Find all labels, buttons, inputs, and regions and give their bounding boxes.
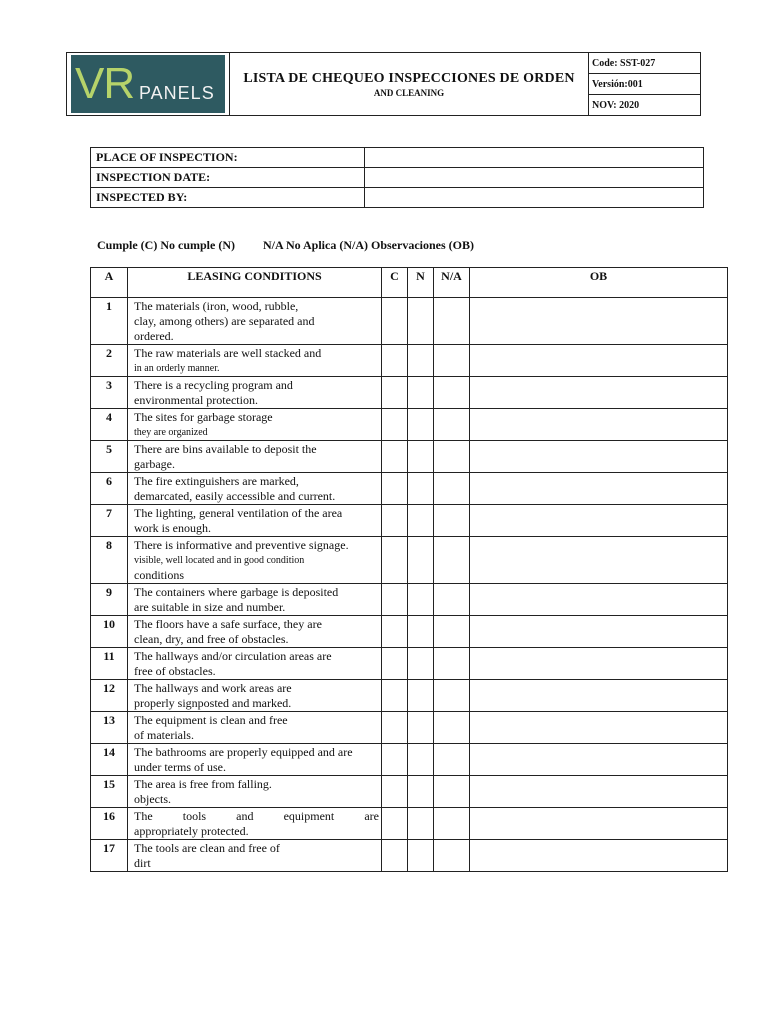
inspected-by-field[interactable] xyxy=(365,188,704,208)
no-cumple-cell[interactable] xyxy=(408,808,434,840)
cumple-cell[interactable] xyxy=(382,298,408,345)
condition-text xyxy=(128,345,382,377)
cumple-cell[interactable] xyxy=(382,584,408,616)
no-cumple-cell[interactable] xyxy=(408,584,434,616)
cumple-cell[interactable] xyxy=(382,409,408,441)
no-cumple-cell[interactable] xyxy=(408,680,434,712)
no-aplica-cell[interactable] xyxy=(434,744,470,776)
condition-line: The area is free from falling. xyxy=(134,777,272,791)
condition-text xyxy=(128,744,382,776)
checklist-row xyxy=(91,345,728,377)
condition-line: ordered. xyxy=(134,329,174,343)
document-version: Versión:001 xyxy=(589,74,701,95)
no-cumple-cell[interactable] xyxy=(408,616,434,648)
condition-line: The floors have a safe surface, they are xyxy=(134,617,322,631)
observaciones-cell[interactable] xyxy=(470,840,728,872)
condition-text xyxy=(128,505,382,537)
observaciones-cell[interactable] xyxy=(470,473,728,505)
condition-line: dirt xyxy=(134,856,151,870)
condition-line: in an orderly manner. xyxy=(134,363,220,374)
observaciones-cell[interactable] xyxy=(470,808,728,840)
cumple-cell[interactable] xyxy=(382,345,408,377)
checklist-row xyxy=(91,648,728,680)
item-number: 12 xyxy=(91,680,128,712)
observaciones-cell[interactable] xyxy=(470,345,728,377)
condition-text xyxy=(128,840,382,872)
condition-line: The hallways and/or circulation areas are xyxy=(134,649,332,663)
legend-not-applicable: N/A No Aplica (N/A) Observaciones (OB) xyxy=(262,238,474,252)
item-number: 6 xyxy=(91,473,128,505)
logo-cell xyxy=(67,53,230,116)
no-cumple-cell[interactable] xyxy=(408,744,434,776)
condition-line: There are bins available to deposit the xyxy=(134,442,317,456)
observaciones-cell[interactable] xyxy=(470,377,728,409)
condition-line: The tools and equipment are xyxy=(134,809,379,823)
condition-text xyxy=(128,298,382,345)
condition-line: conditions xyxy=(134,568,184,582)
logo-panels-text: PANELS xyxy=(139,83,215,103)
condition-line: The tools are clean and free of xyxy=(134,841,280,855)
no-aplica-cell[interactable] xyxy=(434,409,470,441)
place-of-inspection-label: PLACE OF INSPECTION: xyxy=(91,148,365,168)
checklist-row xyxy=(91,680,728,712)
no-aplica-cell[interactable] xyxy=(434,840,470,872)
document-date: NOV: 2020 xyxy=(589,95,701,116)
column-header-c: C xyxy=(382,268,408,298)
item-number: 17 xyxy=(91,840,128,872)
condition-text xyxy=(128,712,382,744)
no-cumple-cell[interactable] xyxy=(408,505,434,537)
condition-line: The materials (iron, wood, rubble, xyxy=(134,299,299,313)
condition-text xyxy=(128,441,382,473)
no-aplica-cell[interactable] xyxy=(434,298,470,345)
condition-line: visible, well located and in good condition xyxy=(134,555,305,566)
no-aplica-cell[interactable] xyxy=(434,616,470,648)
condition-line: The fire extinguishers are marked, xyxy=(134,474,299,488)
checklist-row xyxy=(91,776,728,808)
condition-text xyxy=(128,776,382,808)
item-number: 13 xyxy=(91,712,128,744)
condition-line: clay, among others) are separated and xyxy=(134,314,315,328)
no-aplica-cell[interactable] xyxy=(434,473,470,505)
item-number: 7 xyxy=(91,505,128,537)
condition-text xyxy=(128,584,382,616)
checklist-row xyxy=(91,744,728,776)
no-aplica-cell[interactable] xyxy=(434,505,470,537)
cumple-cell[interactable] xyxy=(382,648,408,680)
item-number: 9 xyxy=(91,584,128,616)
item-number: 8 xyxy=(91,537,128,584)
observaciones-cell[interactable] xyxy=(470,744,728,776)
cumple-cell[interactable] xyxy=(382,377,408,409)
cumple-cell[interactable] xyxy=(382,473,408,505)
checklist-row xyxy=(91,712,728,744)
condition-text xyxy=(128,473,382,505)
cumple-cell[interactable] xyxy=(382,712,408,744)
condition-line: properly signposted and marked. xyxy=(134,696,292,710)
condition-line: appropriately protected. xyxy=(134,824,249,838)
no-cumple-cell[interactable] xyxy=(408,712,434,744)
cumple-cell[interactable] xyxy=(382,680,408,712)
observaciones-cell[interactable] xyxy=(470,776,728,808)
condition-line: The hallways and work areas are xyxy=(134,681,292,695)
condition-line: The containers where garbage is deposited xyxy=(134,585,339,599)
observaciones-cell[interactable] xyxy=(470,298,728,345)
checklist-row xyxy=(91,537,728,584)
condition-text xyxy=(128,680,382,712)
document-code: Code: SST-027 xyxy=(589,53,701,74)
inspection-date-label: INSPECTION DATE: xyxy=(91,168,365,188)
item-number: 1 xyxy=(91,298,128,345)
checklist-table xyxy=(90,267,728,872)
checklist-row xyxy=(91,441,728,473)
item-number: 14 xyxy=(91,744,128,776)
checklist-row xyxy=(91,840,728,872)
observaciones-cell[interactable] xyxy=(470,616,728,648)
checklist-row xyxy=(91,409,728,441)
inspection-info-table xyxy=(90,147,704,208)
column-header-ob: OB xyxy=(470,268,728,298)
title-cell xyxy=(230,53,589,116)
item-number: 5 xyxy=(91,441,128,473)
item-number: 10 xyxy=(91,616,128,648)
logo-vr-text: VR xyxy=(75,59,135,108)
item-number: 4 xyxy=(91,409,128,441)
condition-line: environmental protection. xyxy=(134,393,258,407)
checklist-row xyxy=(91,298,728,345)
condition-line: The sites for garbage storage xyxy=(134,410,273,424)
document-subtitle: AND CLEANING xyxy=(373,87,445,98)
checklist-row xyxy=(91,584,728,616)
condition-line: work is enough. xyxy=(134,521,211,535)
column-header-n: N xyxy=(408,268,434,298)
condition-line: demarcated, easily accessible and current. xyxy=(134,489,336,503)
observaciones-cell[interactable] xyxy=(470,584,728,616)
condition-line: The raw materials are well stacked and xyxy=(134,346,322,360)
checklist-header-row xyxy=(91,268,728,298)
company-logo xyxy=(71,55,225,113)
no-cumple-cell[interactable] xyxy=(408,776,434,808)
condition-text xyxy=(128,377,382,409)
document-header xyxy=(66,52,701,116)
condition-line: objects. xyxy=(134,792,171,806)
checklist-row xyxy=(91,377,728,409)
condition-line: of materials. xyxy=(134,728,194,742)
item-number: 3 xyxy=(91,377,128,409)
no-cumple-cell[interactable] xyxy=(408,840,434,872)
condition-line: free of obstacles. xyxy=(134,664,216,678)
legend xyxy=(97,238,474,253)
condition-text xyxy=(128,808,382,840)
cumple-cell[interactable] xyxy=(382,441,408,473)
no-aplica-cell[interactable] xyxy=(434,584,470,616)
cumple-cell[interactable] xyxy=(382,616,408,648)
no-aplica-cell[interactable] xyxy=(434,808,470,840)
condition-line: There is informative and preventive signage. xyxy=(134,538,349,552)
observaciones-cell[interactable] xyxy=(470,537,728,584)
no-cumple-cell[interactable] xyxy=(408,648,434,680)
no-cumple-cell[interactable] xyxy=(408,441,434,473)
no-aplica-cell[interactable] xyxy=(434,712,470,744)
condition-text xyxy=(128,409,382,441)
no-aplica-cell[interactable] xyxy=(434,537,470,584)
item-number: 2 xyxy=(91,345,128,377)
condition-line: The bathrooms are properly equipped and are xyxy=(134,745,353,759)
no-aplica-cell[interactable] xyxy=(434,345,470,377)
no-aplica-cell[interactable] xyxy=(434,776,470,808)
checklist-row xyxy=(91,616,728,648)
condition-line: they are organized xyxy=(134,427,208,438)
no-aplica-cell[interactable] xyxy=(434,680,470,712)
condition-line: The equipment is clean and free xyxy=(134,713,288,727)
column-header-a: A xyxy=(91,268,128,298)
no-aplica-cell[interactable] xyxy=(434,441,470,473)
condition-line: There is a recycling program and xyxy=(134,378,293,392)
no-aplica-cell[interactable] xyxy=(434,648,470,680)
condition-line: are suitable in size and number. xyxy=(134,600,286,614)
observaciones-cell[interactable] xyxy=(470,505,728,537)
inspection-date-field[interactable] xyxy=(365,168,704,188)
document-title: LISTA DE CHEQUEO INSPECCIONES DE ORDEN xyxy=(243,70,575,86)
no-cumple-cell[interactable] xyxy=(408,409,434,441)
legend-compliance: Cumple (C) No cumple (N) xyxy=(97,238,235,252)
condition-line: clean, dry, and free of obstacles. xyxy=(134,632,289,646)
condition-text xyxy=(128,616,382,648)
condition-text xyxy=(128,537,382,584)
observaciones-cell[interactable] xyxy=(470,712,728,744)
item-number: 16 xyxy=(91,808,128,840)
condition-text xyxy=(128,648,382,680)
checklist-row xyxy=(91,473,728,505)
no-cumple-cell[interactable] xyxy=(408,345,434,377)
column-header-conditions: LEASING CONDITIONS xyxy=(128,268,382,298)
cumple-cell[interactable] xyxy=(382,744,408,776)
item-number: 15 xyxy=(91,776,128,808)
no-cumple-cell[interactable] xyxy=(408,473,434,505)
checklist-row xyxy=(91,808,728,840)
no-aplica-cell[interactable] xyxy=(434,377,470,409)
no-cumple-cell[interactable] xyxy=(408,298,434,345)
condition-line: The lighting, general ventilation of the area xyxy=(134,506,343,520)
no-cumple-cell[interactable] xyxy=(408,537,434,584)
cumple-cell[interactable] xyxy=(382,808,408,840)
condition-line: under terms of use. xyxy=(134,760,226,774)
observaciones-cell[interactable] xyxy=(470,680,728,712)
cumple-cell[interactable] xyxy=(382,840,408,872)
condition-line: garbage. xyxy=(134,457,175,471)
cumple-cell[interactable] xyxy=(382,537,408,584)
observaciones-cell[interactable] xyxy=(470,409,728,441)
observaciones-cell[interactable] xyxy=(470,441,728,473)
cumple-cell[interactable] xyxy=(382,776,408,808)
place-of-inspection-field[interactable] xyxy=(365,148,704,168)
checklist-row xyxy=(91,505,728,537)
no-cumple-cell[interactable] xyxy=(408,377,434,409)
observaciones-cell[interactable] xyxy=(470,648,728,680)
cumple-cell[interactable] xyxy=(382,505,408,537)
column-header-na: N/A xyxy=(434,268,470,298)
inspected-by-label: INSPECTED BY: xyxy=(91,188,365,208)
item-number: 11 xyxy=(91,648,128,680)
